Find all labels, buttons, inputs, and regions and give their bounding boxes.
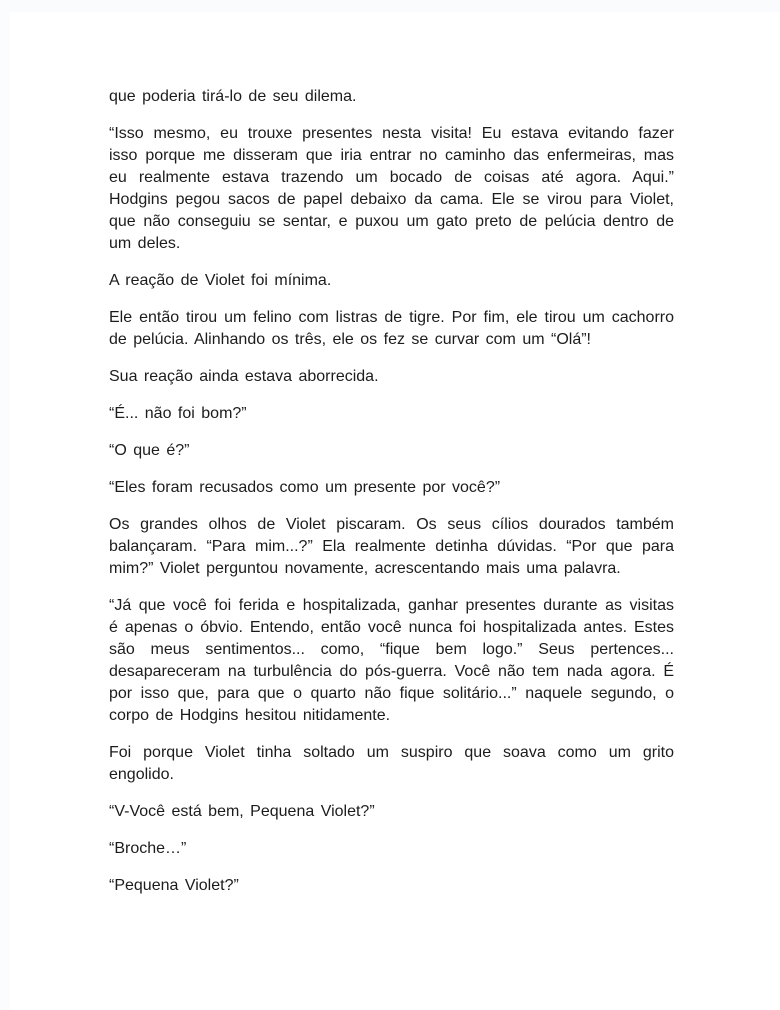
paragraph-6: “É... não foi bom?” [109, 405, 247, 422]
paragraph-3: A reação de Violet foi mínima. [109, 272, 332, 289]
scan-edge-top [0, 0, 780, 12]
paragraph-7: “O que é?” [109, 442, 190, 459]
paragraph-8: “Eles foram recusados como um presente por você?” [109, 479, 501, 496]
paragraph-9: Os grandes olhos de Violet piscaram. Os seus cílios dourados também balançaram. “Para mim...?” Ela realmente detinha dúvidas. “Por que para mim?” Violet perguntou novamente, acrescentando mais uma palavra. [109, 516, 674, 577]
paragraph-1: que poderia tirá-lo de seu dilema. [109, 88, 357, 105]
scan-edge-left [0, 0, 10, 1010]
paragraph-11: Foi porque Violet tinha soltado um suspiro que soava como um grito engolido. [109, 744, 674, 783]
paragraph-2: “Isso mesmo, eu trouxe presentes nesta visita! Eu estava evitando fazer isso porque me disseram que iria entrar no caminho das enfermeiras, mas eu realmente estava trazendo um bocado de coisas até agora. Aqui.” Hodgins pegou sacos de papel debaixo da cama. Ele se virou para Violet, que não conseguiu se sentar, e puxou um gato preto de pelúcia dentro de um deles. [109, 125, 674, 252]
page-text-block [109, 86, 674, 912]
paragraph-5: Sua reação ainda estava aborrecida. [109, 368, 379, 385]
paragraph-4: Ele então tirou um felino com listras de tigre. Por fim, ele tirou um cachorro de pelúcia. Alinhando os três, ele os fez se curvar com um “Olá”! [109, 309, 674, 348]
paragraph-10: “Já que você foi ferida e hospitalizada, ganhar presentes durante as visitas é apenas o óbvio. Entendo, então você nunca foi hospitalizada antes. Estes são meus sentimentos... como, “fique bem logo.” Seus pertences... desapareceram na turbulência do pós-guerra. Você não tem nada agora. É por isso que, para que o quarto não fique solitário...” naquele segundo, o corpo de Hodgins hesitou nitidamente. [109, 597, 674, 724]
paragraph-14: “Pequena Violet?” [109, 877, 239, 894]
paragraph-13: “Broche…” [109, 840, 187, 857]
paragraph-12: “V-Você está bem, Pequena Violet?” [109, 803, 375, 820]
